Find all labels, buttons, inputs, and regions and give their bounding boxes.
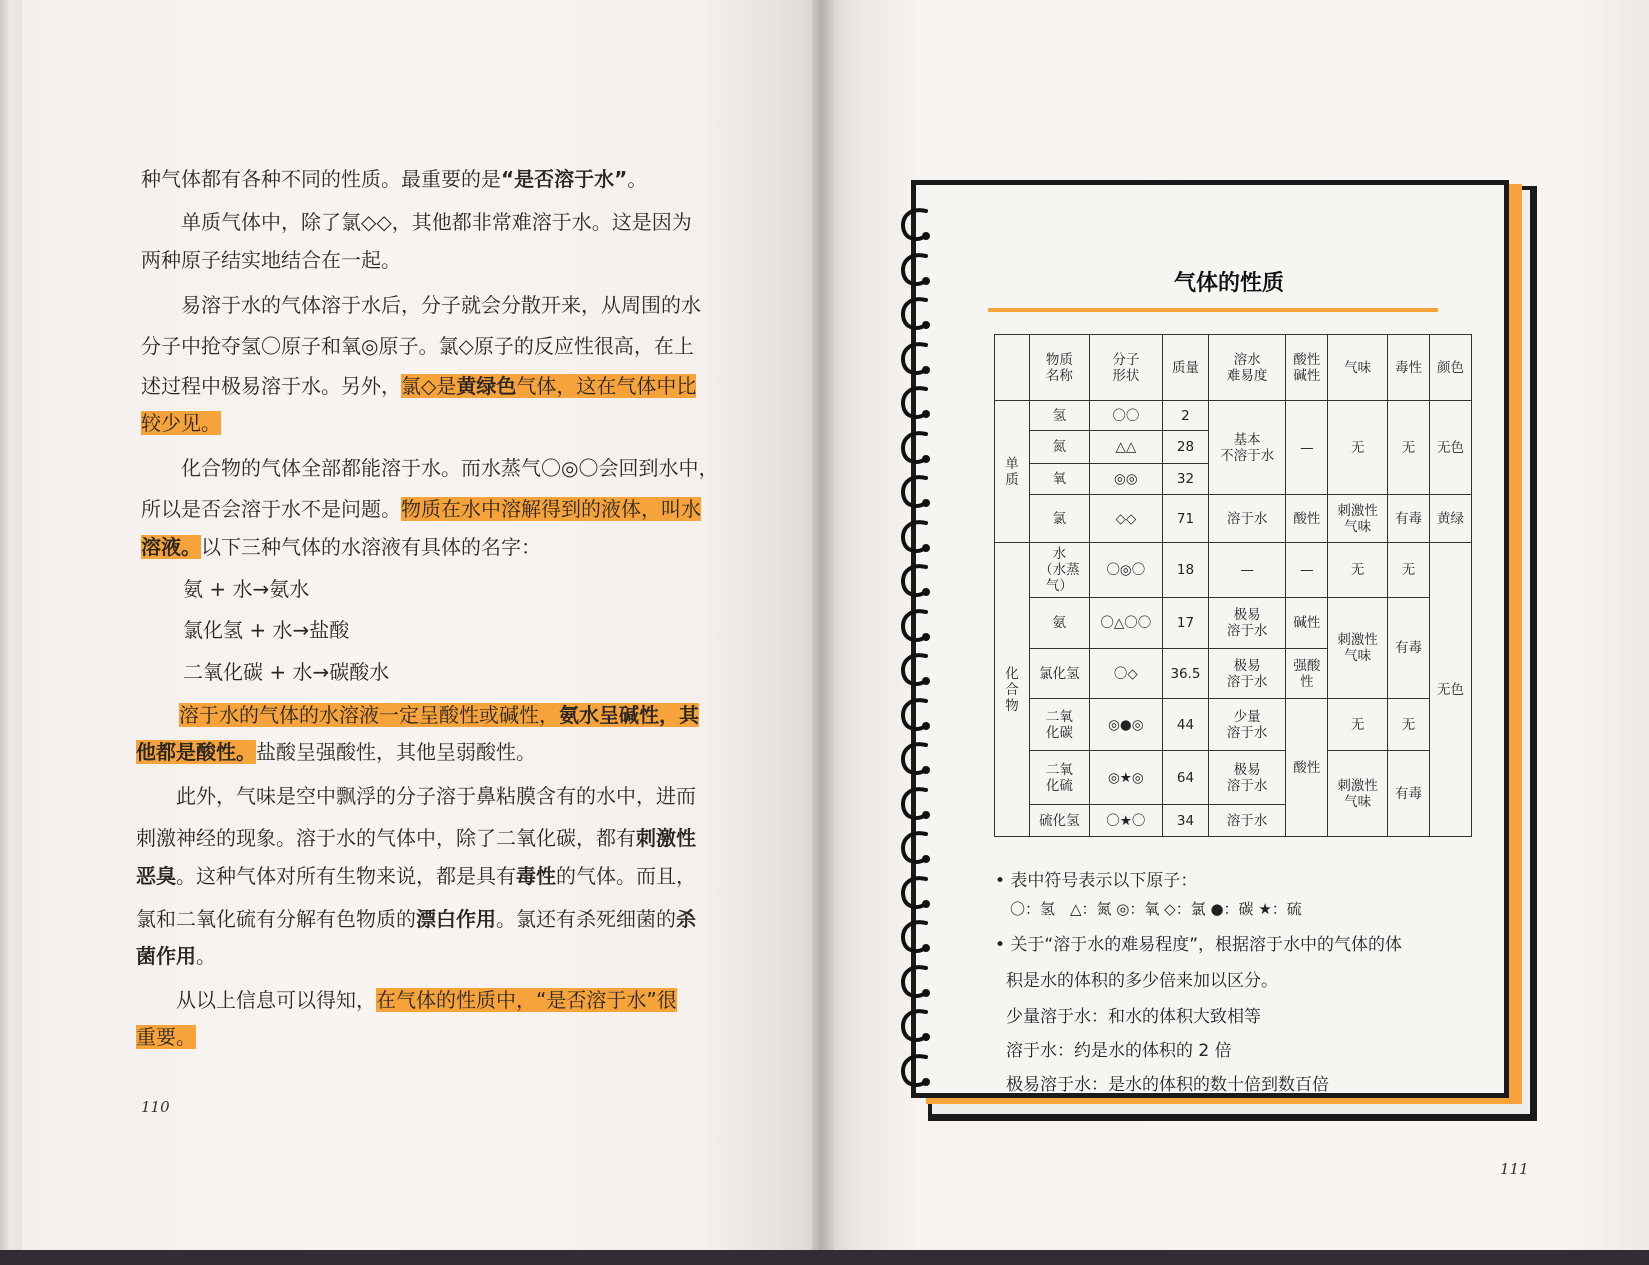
spiral-ring xyxy=(898,873,932,913)
spiral-ring xyxy=(898,517,932,557)
text-line: 所以是否会溶于水不是问题。物质在水中溶解得到的液体，叫水 xyxy=(141,497,701,521)
text-line: 刺激神经的现象。溶于水的气体中，除了二氧化碳，都有刺激性 xyxy=(136,826,696,850)
table-cell: 基本 不溶于水 xyxy=(1208,401,1285,495)
table-cell: 71 xyxy=(1162,495,1208,543)
table-cell: 〇◎〇 xyxy=(1089,543,1162,598)
table-cell: 氧 xyxy=(1030,464,1090,495)
table-cell: 34 xyxy=(1162,805,1208,837)
text-line: 两种原子结实地结合在一起。 xyxy=(141,248,401,272)
highlight: 物质在水中溶解得到的液体，叫水 xyxy=(401,497,701,521)
table-cell: 刺激性 气味 xyxy=(1328,598,1388,699)
text-line: 化合物的气体全部都能溶于水。而水蒸气〇◎〇会回到水中， xyxy=(181,456,719,480)
table-cell: ◎◎ xyxy=(1089,464,1162,495)
table-row xyxy=(995,495,1472,543)
table-cell: 刺激性 气味 xyxy=(1328,495,1388,543)
table-cell: ◇◇ xyxy=(1089,495,1162,543)
spiral-ring xyxy=(898,650,932,690)
note-bullet: • 表中符号表示以下原子： xyxy=(995,871,1198,891)
table-header: 颜色 xyxy=(1429,335,1471,401)
highlight: 较少见。 xyxy=(141,411,221,435)
table-cell: 无 xyxy=(1388,699,1430,751)
spiral-ring xyxy=(898,917,932,957)
group-label: 化 合 物 xyxy=(995,543,1030,837)
text-line xyxy=(136,1024,196,1050)
table-cell: — xyxy=(1286,543,1328,598)
spiral-ring xyxy=(898,828,932,868)
text-line: 种气体都有各种不同的性质。最重要的是“是否溶于水”。 xyxy=(141,167,648,191)
book-cover-edge xyxy=(0,1250,1649,1265)
table-cell: 有毒 xyxy=(1388,751,1430,837)
table-cell: 36.5 xyxy=(1162,649,1208,699)
table-row xyxy=(995,598,1472,649)
note-line: 溶于水：约是水的体积的 2 倍 xyxy=(1006,1041,1232,1061)
table-cell: 二氧 化硫 xyxy=(1030,751,1090,805)
spiral-ring xyxy=(898,1051,932,1091)
text-line: 他都是酸性。盐酸呈强酸性，其他呈弱酸性。 xyxy=(136,740,536,764)
text-line xyxy=(141,410,221,436)
table-cell: 有毒 xyxy=(1388,495,1430,543)
table-cell: 硫化氢 xyxy=(1030,805,1090,837)
table-cell: 无 xyxy=(1328,699,1388,751)
table-cell: 无 xyxy=(1388,543,1430,598)
table-cell: ◎★◎ xyxy=(1089,751,1162,805)
note-bullet: • 关于“溶于水的难易程度”，根据溶于水中的气体的体 xyxy=(995,935,1403,955)
text-line: 氯和二氧化硫有分解有色物质的漂白作用。氯还有杀死细菌的杀 xyxy=(136,907,696,931)
spiral-ring xyxy=(898,695,932,735)
spiral-ring xyxy=(898,383,932,423)
spiral-ring xyxy=(898,962,932,1002)
table-row xyxy=(995,699,1472,751)
table-header: 酸性 碱性 xyxy=(1286,335,1328,401)
highlight: 氯◇是黄绿色气体，这在气体中比 xyxy=(401,374,697,398)
table-cell: 无 xyxy=(1388,401,1430,495)
table-cell: 刺激性 气味 xyxy=(1328,751,1388,837)
table-cell: 氨 xyxy=(1030,598,1090,649)
book-gutter xyxy=(812,0,834,1253)
table-cell: 18 xyxy=(1162,543,1208,598)
table-cell: 无色 xyxy=(1429,543,1471,837)
table-row xyxy=(995,401,1472,431)
table-row xyxy=(995,543,1472,598)
note-line: 极易溶于水：是水的体积的数十倍到数百倍 xyxy=(1006,1075,1329,1095)
table-header: 气味 xyxy=(1328,335,1388,401)
text-line: 溶液。以下三种气体的水溶液有具体的名字： xyxy=(141,535,541,559)
spiral-ring xyxy=(898,561,932,601)
table-cell: 无色 xyxy=(1429,401,1471,495)
table-cell: △△ xyxy=(1089,431,1162,464)
note-legend: 〇：氢 △：氮 ◎：氧 ◇：氯 ●：碳 ★：硫 xyxy=(1010,900,1302,918)
table-cell: 无 xyxy=(1328,401,1388,495)
spiral-ring xyxy=(898,205,932,245)
table-header: 溶水 难易度 xyxy=(1208,335,1285,401)
text-line: 单质气体中，除了氯◇◇，其他都非常难溶于水。这是因为 xyxy=(181,210,692,234)
table-cell: 极易 溶于水 xyxy=(1208,598,1285,649)
equation: 二氧化碳 + 水→碳酸水 xyxy=(183,660,390,684)
table-cell: ◎●◎ xyxy=(1089,699,1162,751)
table-cell: 〇〇 xyxy=(1089,401,1162,431)
table-header: 分子 形状 xyxy=(1089,335,1162,401)
table-cell: 32 xyxy=(1162,464,1208,495)
table-cell: 酸性 xyxy=(1286,495,1328,543)
spiral-ring xyxy=(898,739,932,779)
text-line: 菌作用。 xyxy=(136,944,216,968)
spiral-ring xyxy=(898,472,932,512)
text-line: 从以上信息可以得知，在气体的性质中，“是否溶于水”很 xyxy=(176,988,677,1012)
table-header: 毒性 xyxy=(1388,335,1430,401)
table-header: 质量 xyxy=(1162,335,1208,401)
text-line xyxy=(179,702,699,728)
table-cell: 44 xyxy=(1162,699,1208,751)
table-cell: 17 xyxy=(1162,598,1208,649)
table-cell: 碱性 xyxy=(1286,598,1328,649)
equation: 氯化氢 + 水→盐酸 xyxy=(183,618,350,642)
spiral-ring xyxy=(898,294,932,334)
table-cell: 〇★〇 xyxy=(1089,805,1162,837)
group-label: 单 质 xyxy=(995,401,1030,543)
table-cell: 水 （水蒸 气） xyxy=(1030,543,1090,598)
text-line: 易溶于水的气体溶于水后，分子就会分散开来，从周围的水 xyxy=(181,293,701,317)
text-line: 恶臭。这种气体对所有生物来说，都是具有毒性的气体。而且， xyxy=(136,864,696,888)
table-cell: 酸性 xyxy=(1286,699,1328,837)
highlight: 重要。 xyxy=(136,1025,196,1049)
table-cell: 〇△〇〇 xyxy=(1089,598,1162,649)
spiral-ring xyxy=(898,1006,932,1046)
table-cell: 〇◇ xyxy=(1089,649,1162,699)
table-title: 气体的性质 xyxy=(1174,271,1285,296)
gas-properties-table xyxy=(994,334,1472,837)
text-line: 述过程中极易溶于水。另外，氯◇是黄绿色气体，这在气体中比 xyxy=(141,374,697,398)
table-cell: 少量 溶于水 xyxy=(1208,699,1285,751)
spiral-ring xyxy=(898,428,932,468)
table-row xyxy=(995,751,1472,805)
spiral-ring xyxy=(898,250,932,290)
table-cell: 28 xyxy=(1162,431,1208,464)
table-header: 物质 名称 xyxy=(1030,335,1090,401)
table-cell: 氯 xyxy=(1030,495,1090,543)
table-cell: 溶于水 xyxy=(1208,805,1285,837)
note-line: 积是水的体积的多少倍来加以区分。 xyxy=(1006,971,1278,991)
table-cell: 氯化氢 xyxy=(1030,649,1090,699)
text-line: 此外，气味是空中飘浮的分子溶于鼻粘膜含有的水中，进而 xyxy=(176,784,696,808)
text-line: 分子中抢夺氢〇原子和氧◎原子。氯◇原子的反应性很高，在上 xyxy=(141,334,694,358)
page-number: 110 xyxy=(141,1098,170,1116)
page-number: 111 xyxy=(1500,1160,1529,1178)
table-cell: 64 xyxy=(1162,751,1208,805)
table-cell: 极易 溶于水 xyxy=(1208,751,1285,805)
table-cell: 极易 溶于水 xyxy=(1208,649,1285,699)
table-cell: 黄绿 xyxy=(1429,495,1471,543)
highlight: 他都是酸性。 xyxy=(136,740,256,764)
table-cell: 氢 xyxy=(1030,401,1090,431)
spiral-ring xyxy=(898,784,932,824)
highlight: 溶于水的气体的水溶液一定呈酸性或碱性，氨水呈碱性，其 xyxy=(179,703,699,727)
title-underline xyxy=(988,308,1438,312)
table-cell: — xyxy=(1286,401,1328,495)
equation: 氨 + 水→氨水 xyxy=(183,577,310,601)
note-line: 少量溶于水：和水的体积大致相等 xyxy=(1006,1007,1261,1027)
table-header-row xyxy=(995,335,1472,401)
highlight: 在气体的性质中，“是否溶于水”很 xyxy=(376,988,677,1012)
table-cell: 氮 xyxy=(1030,431,1090,464)
highlight: 溶液。 xyxy=(141,535,201,559)
table-cell: 二氧 化碳 xyxy=(1030,699,1090,751)
spiral-ring xyxy=(898,339,932,379)
table-cell: 有毒 xyxy=(1388,598,1430,699)
table-cell: 2 xyxy=(1162,401,1208,431)
table-cell: 强酸 性 xyxy=(1286,649,1328,699)
table-cell: — xyxy=(1208,543,1285,598)
spiral-ring xyxy=(898,606,932,646)
table-cell: 无 xyxy=(1328,543,1388,598)
table-cell: 溶于水 xyxy=(1208,495,1285,543)
